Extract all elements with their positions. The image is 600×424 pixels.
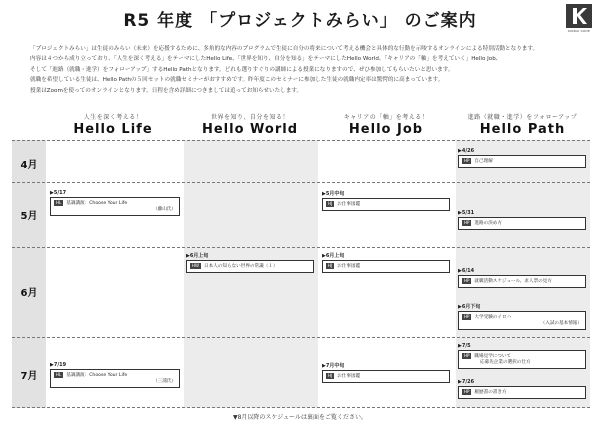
- entry-tag: HP: [464, 314, 470, 319]
- entry-date: ▶5/17: [50, 190, 67, 196]
- column-subtitle: キャリアの「軸」を考える！: [343, 114, 429, 121]
- entry-tag: HJ: [328, 201, 333, 206]
- column-title: Hello Life: [73, 122, 153, 137]
- row-divider: [12, 140, 590, 141]
- row-divider: [12, 337, 590, 338]
- column-header-path: [455, 112, 590, 137]
- column-world: [184, 140, 318, 408]
- entry-date: ▶6月下旬: [458, 304, 481, 310]
- entry-box: [458, 350, 586, 369]
- entry-date: ▶6/14: [458, 268, 475, 274]
- entry-text: 履歴書の書き方: [474, 390, 507, 395]
- entry-speaker: （三浦氏）: [153, 379, 176, 384]
- row-divider: [12, 247, 590, 248]
- entry-speaker: （藤山氏）: [153, 207, 176, 212]
- month-label: 4月: [20, 160, 38, 171]
- entry-date: ▶4/26: [458, 148, 475, 154]
- intro-text: [30, 44, 575, 96]
- entry-text: お仕事図鑑: [337, 202, 361, 207]
- entry-text-2: （入試の基本情報）: [540, 321, 582, 326]
- entry-box: [50, 197, 180, 216]
- entry-tag: HP: [464, 353, 470, 358]
- entry-text: 基調講演：Choose Your Life: [66, 201, 128, 206]
- schedule-entry: [322, 362, 450, 383]
- entry-tag: HL: [56, 200, 62, 205]
- entry-tag: HL: [56, 372, 62, 377]
- footer-note: ▼8月以降のスケジュールは裏面をご覧ください。: [232, 414, 368, 421]
- schedule-entry: [458, 148, 586, 168]
- page-title: R5 年度 「プロジェクトみらい」 のご案内: [123, 11, 477, 31]
- schedule-entry: [322, 252, 450, 273]
- entry-box: [186, 260, 314, 273]
- schedule-entry: [322, 190, 450, 211]
- entry-text: 就職活動スケジュール、求人票の見方: [474, 279, 552, 284]
- column-subtitle: 世界を知り、自分を知る！: [210, 114, 289, 121]
- entry-text: お仕事図鑑: [337, 264, 361, 269]
- month-label: 7月: [20, 371, 38, 382]
- entry-text: 職場見学について: [474, 354, 512, 359]
- entry-tag: HJ: [328, 373, 333, 378]
- column-header-job: [320, 112, 452, 137]
- column-subtitle: 進路（就職・進学）をフォローアップ: [467, 114, 578, 121]
- column-header-life: [48, 112, 178, 137]
- schedule-entry: [186, 252, 314, 273]
- entry-text: 大学受験のイロハ: [474, 315, 512, 320]
- entry-tag: HW: [192, 263, 199, 268]
- entry-box: [458, 386, 586, 399]
- entry-date: ▶7/26: [458, 379, 475, 385]
- entry-date: ▶6月上旬: [186, 253, 209, 259]
- entry-tag: HP: [464, 158, 470, 163]
- entry-text: 日本人の知らない世界の常識（１）: [203, 264, 278, 269]
- entry-box: [458, 217, 586, 230]
- entry-date: ▶5月中旬: [322, 191, 345, 197]
- entry-tag: HP: [464, 220, 470, 225]
- schedule-entry: [458, 343, 586, 369]
- brand-logo: [566, 4, 592, 36]
- column-title: Hello Job: [348, 122, 424, 137]
- entry-date: ▶5/31: [458, 210, 475, 216]
- entry-tag: HP: [464, 278, 470, 283]
- entry-box: [322, 370, 450, 383]
- entry-box: [50, 369, 180, 388]
- entry-date: ▶7/5: [458, 343, 471, 349]
- row-divider: [12, 182, 590, 183]
- schedule-entry: [50, 190, 180, 216]
- entry-tag: HP: [464, 389, 470, 394]
- column-header-world: [184, 112, 316, 137]
- entry-date: ▶6月上旬: [322, 253, 345, 259]
- entry-date: ▶7月中旬: [322, 363, 345, 369]
- logo-mark-icon: [566, 4, 592, 28]
- schedule-grid: [12, 140, 590, 408]
- entry-text: 進路の決め方: [474, 221, 502, 226]
- entry-date: ▶7/19: [50, 362, 67, 368]
- intro-line: 就職を希望している生徒は、Hello Pathの５回セットの就職セミナーがおすすめです。昨年度このセミナーに参加した生徒の就職内定率は驚愕的に高まっています。: [30, 77, 444, 84]
- entry-text: お仕事図鑑: [337, 374, 361, 379]
- schedule-entry: [458, 210, 586, 230]
- column-title: Hello World: [201, 122, 299, 137]
- entry-box: [458, 311, 586, 330]
- entry-text: 自己理解: [474, 159, 493, 164]
- intro-line: 「プロジェクトみらい」は生徒のみらい（未来）を応援するために、多角的な内容のプログラムで生徒に自分の将来について考える機会と具体的な行動を示唆するオンラインによる特別活動となります。: [30, 46, 539, 52]
- entry-box: [458, 275, 586, 288]
- entry-tag: HJ: [328, 263, 333, 268]
- schedule-entry: [458, 303, 586, 330]
- entry-text: 基調講演：Choose Your Life: [66, 373, 128, 378]
- column-title: Hello Path: [479, 122, 566, 137]
- column-subtitle: 人生を深く考える！: [83, 114, 143, 121]
- schedule-entry: [458, 379, 586, 399]
- schedule-entry: [458, 268, 586, 288]
- month-label: 5月: [20, 211, 38, 222]
- intro-line: 内容は４つから成り立っており、「人生を深く考える」をテーマにしたHello Life、「世界を知り、自分を知る」をテーマにしたHello World、「キャリアの「軸」を考えていく」Hello Job、: [30, 56, 502, 63]
- entry-box: [322, 198, 450, 211]
- intro-line: そして「進路（就職・進学）をフォローアップ」するHello Pathとなります。どれも選りすぐりの講師による授業になりますので、ぜひ参加してもらいたいと思います。: [30, 66, 454, 73]
- entry-box: [322, 260, 450, 273]
- schedule-entry: [50, 362, 180, 388]
- intro-line: 授業はZoomを使ってのオンラインとなります。日程を含め詳細につきましては追ってお知らせいたします。: [30, 87, 303, 94]
- entry-box: [458, 155, 586, 168]
- logo-text: KINDAI SODE: [568, 29, 590, 33]
- row-divider: [12, 407, 590, 408]
- entry-text-2: 応募先企業の選択の仕方: [480, 360, 531, 365]
- month-label: 6月: [20, 288, 38, 299]
